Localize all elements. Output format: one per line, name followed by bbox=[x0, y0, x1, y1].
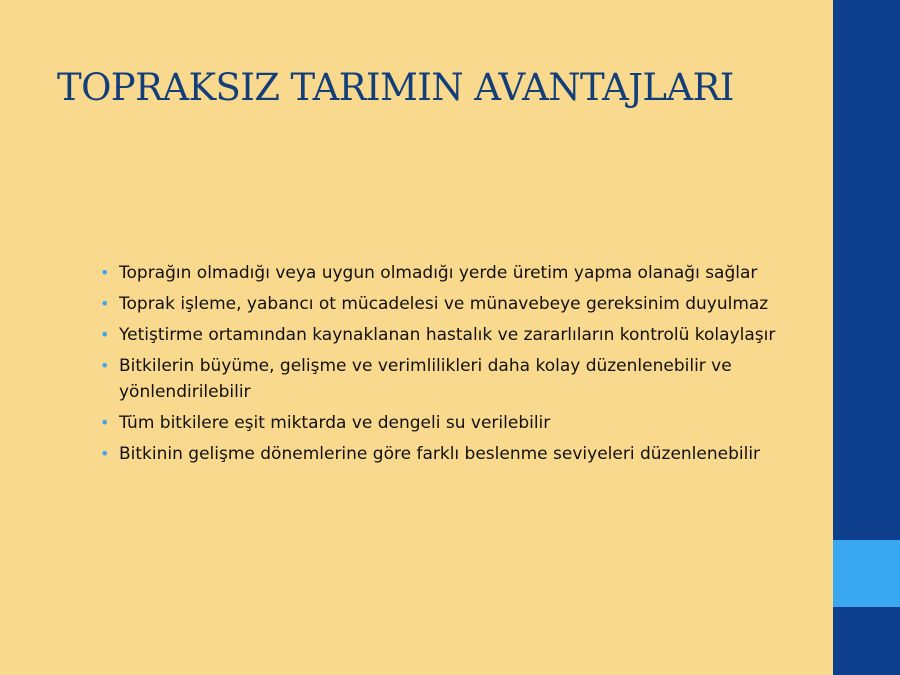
bullet-item bbox=[100, 353, 790, 405]
bullet-item bbox=[100, 291, 790, 317]
bullet-icon: • bbox=[100, 356, 110, 375]
bullet-text: Bitkinin gelişme dönemlerine göre farklı beslenme seviyeleri düzenlenebilir bbox=[119, 444, 761, 464]
slide-title: TOPRAKSIZ TARIMIN AVANTAJLARI bbox=[57, 66, 734, 109]
bullet-item bbox=[100, 410, 790, 436]
bullet-text: Yetiştirme ortamından kaynaklanan hastalık ve zararlıların kontrolü kolaylaşır bbox=[119, 325, 776, 345]
decorative-accent-block bbox=[833, 540, 900, 607]
bullet-list bbox=[100, 260, 790, 472]
bullet-icon: • bbox=[100, 325, 110, 344]
bullet-item bbox=[100, 441, 790, 467]
bullet-icon: • bbox=[100, 294, 110, 313]
bullet-icon: • bbox=[100, 444, 110, 463]
bullet-icon: • bbox=[100, 263, 110, 282]
bullet-item bbox=[100, 260, 790, 286]
bullet-icon: • bbox=[100, 413, 110, 432]
bullet-text: Bitkilerin büyüme, gelişme ve verimlilikleri daha kolay düzenlenebilir ve yönlendirilebilir bbox=[119, 356, 732, 402]
bullet-item bbox=[100, 322, 790, 348]
bullet-text: Toprak işleme, yabancı ot mücadelesi ve münavebeye gereksinim duyulmaz bbox=[119, 294, 769, 314]
bullet-text: Toprağın olmadığı veya uygun olmadığı yerde üretim yapma olanağı sağlar bbox=[119, 263, 758, 283]
bullet-text: Tüm bitkilere eşit miktarda ve dengeli su verilebilir bbox=[119, 413, 551, 433]
